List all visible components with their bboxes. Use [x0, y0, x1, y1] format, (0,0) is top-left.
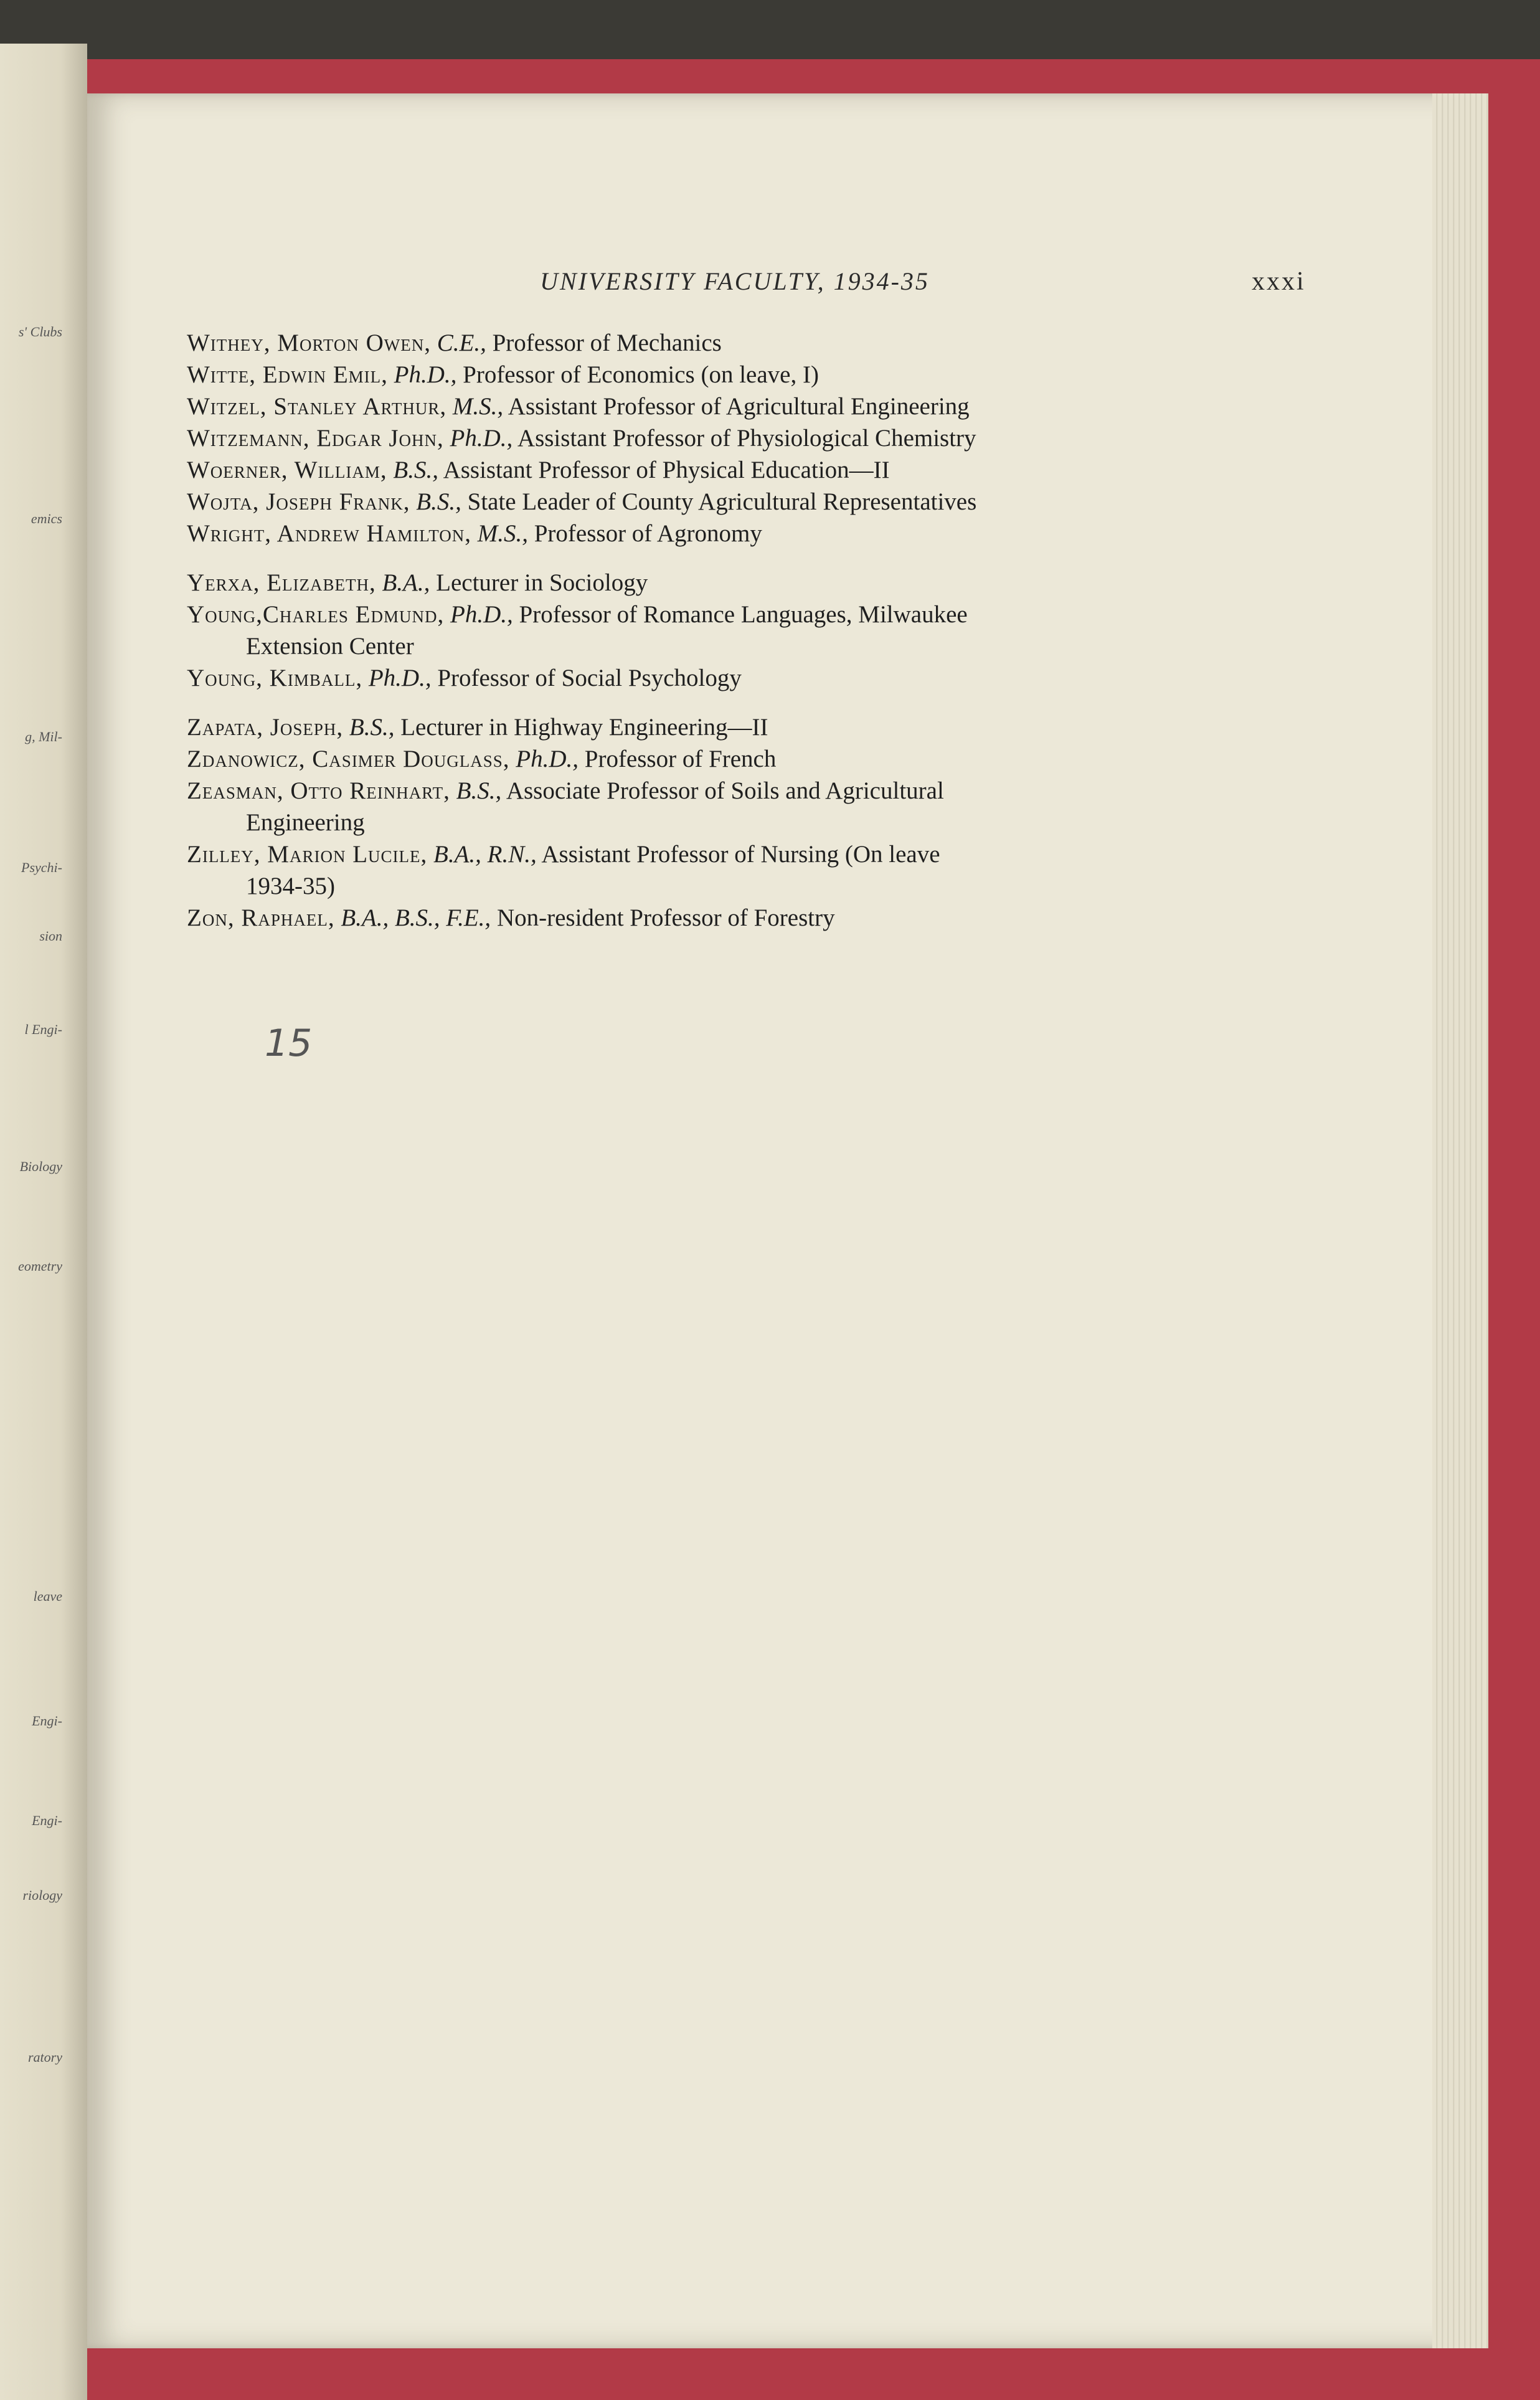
faculty-title-continued: Engineering	[246, 809, 365, 836]
faculty-title: Assistant Professor of Nursing (On leave	[541, 841, 940, 868]
faculty-degree: Ph.D.,	[450, 601, 513, 628]
faculty-title: Professor of Economics (on leave, I)	[463, 361, 819, 388]
faculty-title: Professor of Romance Languages, Milwaukee	[519, 601, 968, 628]
faculty-entry	[187, 775, 1264, 838]
pencil-annotation: 15	[265, 1022, 313, 1065]
page-block-edges	[1432, 93, 1488, 2348]
faculty-entry	[187, 486, 1264, 518]
margin-fragment: leave	[33, 1588, 62, 1604]
faculty-entry	[187, 902, 1264, 934]
faculty-name: Zeasman, Otto Reinhart,	[187, 777, 450, 804]
faculty-title: Non-resident Professor of Forestry	[496, 904, 835, 931]
margin-fragment: eometry	[18, 1258, 62, 1274]
faculty-entry	[187, 711, 1264, 743]
margin-fragment: riology	[22, 1887, 62, 1903]
faculty-degree: M.S.,	[477, 520, 528, 547]
faculty-entry	[187, 599, 1264, 662]
faculty-name: Zapata, Joseph,	[187, 714, 344, 741]
running-head: UNIVERSITY FACULTY, 1934-35	[540, 267, 930, 295]
faculty-name: Yerxa, Elizabeth,	[187, 569, 376, 596]
faculty-entry	[187, 838, 1264, 902]
margin-fragment: Engi-	[32, 1813, 62, 1828]
faculty-name: Withey, Morton Owen,	[187, 330, 431, 356]
faculty-degree: C.E.,	[437, 330, 486, 356]
faculty-degree: B.S.,	[456, 777, 502, 804]
faculty-degree: B.A., B.S., F.E.,	[341, 904, 491, 931]
margin-fragment: s' Clubs	[18, 324, 62, 339]
faculty-title: Associate Professor of Soils and Agricultural	[506, 777, 944, 804]
faculty-degree: B.S.,	[349, 714, 395, 741]
faculty-degree: M.S.,	[452, 393, 504, 420]
faculty-title: Assistant Professor of Physical Education—II	[443, 457, 890, 483]
faculty-degree: B.A., R.N.,	[433, 841, 537, 868]
faculty-title: Assistant Professor of Agricultural Engineering	[508, 393, 970, 420]
faculty-title-continued: 1934-35)	[246, 873, 335, 899]
faculty-entry	[187, 518, 1264, 549]
faculty-title: Lecturer in Highway Engineering—II	[400, 714, 768, 741]
faculty-name: Woerner, William,	[187, 457, 387, 483]
margin-fragment: ratory	[28, 2049, 62, 2065]
margin-fragment: Biology	[19, 1159, 62, 1174]
faculty-entry	[187, 327, 1264, 359]
margin-fragment: g, Mil-	[25, 729, 62, 744]
faculty-entry	[187, 743, 1264, 775]
margin-fragment: l Engi-	[24, 1022, 62, 1037]
faculty-degree: B.A.,	[382, 569, 430, 596]
faculty-title: State Leader of County Agricultural Representatives	[467, 488, 977, 515]
faculty-title: Professor of Agronomy	[534, 520, 762, 547]
page-header	[87, 267, 1457, 310]
faculty-name: Young,Charles Edmund,	[187, 601, 445, 628]
page-number: xxxi	[1252, 267, 1306, 296]
faculty-title: Lecturer in Sociology	[436, 569, 648, 596]
faculty-entry	[187, 391, 1264, 422]
margin-fragment: Engi-	[32, 1713, 62, 1729]
faculty-name: Zilley, Marion Lucile,	[187, 841, 428, 868]
faculty-name: Young, Kimball,	[187, 665, 363, 691]
section-gap	[187, 549, 1264, 567]
margin-fragment: Psychi-	[21, 860, 62, 875]
faculty-degree: Ph.D.,	[368, 665, 432, 691]
faculty-title-continued: Extension Center	[246, 633, 414, 660]
faculty-name: Zon, Raphael,	[187, 904, 335, 931]
faculty-entry	[187, 662, 1264, 694]
faculty-name: Witzemann, Edgar John,	[187, 425, 444, 452]
faculty-name: Wojta, Joseph Frank,	[187, 488, 410, 515]
faculty-title: Professor of Social Psychology	[437, 665, 742, 691]
faculty-list	[187, 327, 1264, 934]
faculty-title: Assistant Professor of Physiological Chemistry	[517, 425, 976, 452]
faculty-degree: Ph.D.,	[516, 746, 579, 772]
faculty-degree: B.S.,	[393, 457, 438, 483]
faculty-name: Zdanowicz, Casimer Douglass,	[187, 746, 510, 772]
previous-page-fragments	[0, 0, 87, 2400]
faculty-title: Professor of Mechanics	[492, 330, 722, 356]
faculty-degree: Ph.D.,	[394, 361, 457, 388]
margin-fragment: sion	[39, 928, 62, 944]
faculty-entry	[187, 359, 1264, 391]
faculty-title: Professor of French	[584, 746, 777, 772]
faculty-entry	[187, 422, 1264, 454]
faculty-degree: B.S.,	[416, 488, 461, 515]
section-gap	[187, 694, 1264, 711]
faculty-name: Witte, Edwin Emil,	[187, 361, 388, 388]
faculty-name: Wright, Andrew Hamilton,	[187, 520, 471, 547]
faculty-name: Witzel, Stanley Arthur,	[187, 393, 447, 420]
faculty-entry	[187, 567, 1264, 599]
margin-fragment: emics	[31, 511, 62, 526]
faculty-degree: Ph.D.,	[450, 425, 513, 452]
faculty-entry	[187, 454, 1264, 486]
